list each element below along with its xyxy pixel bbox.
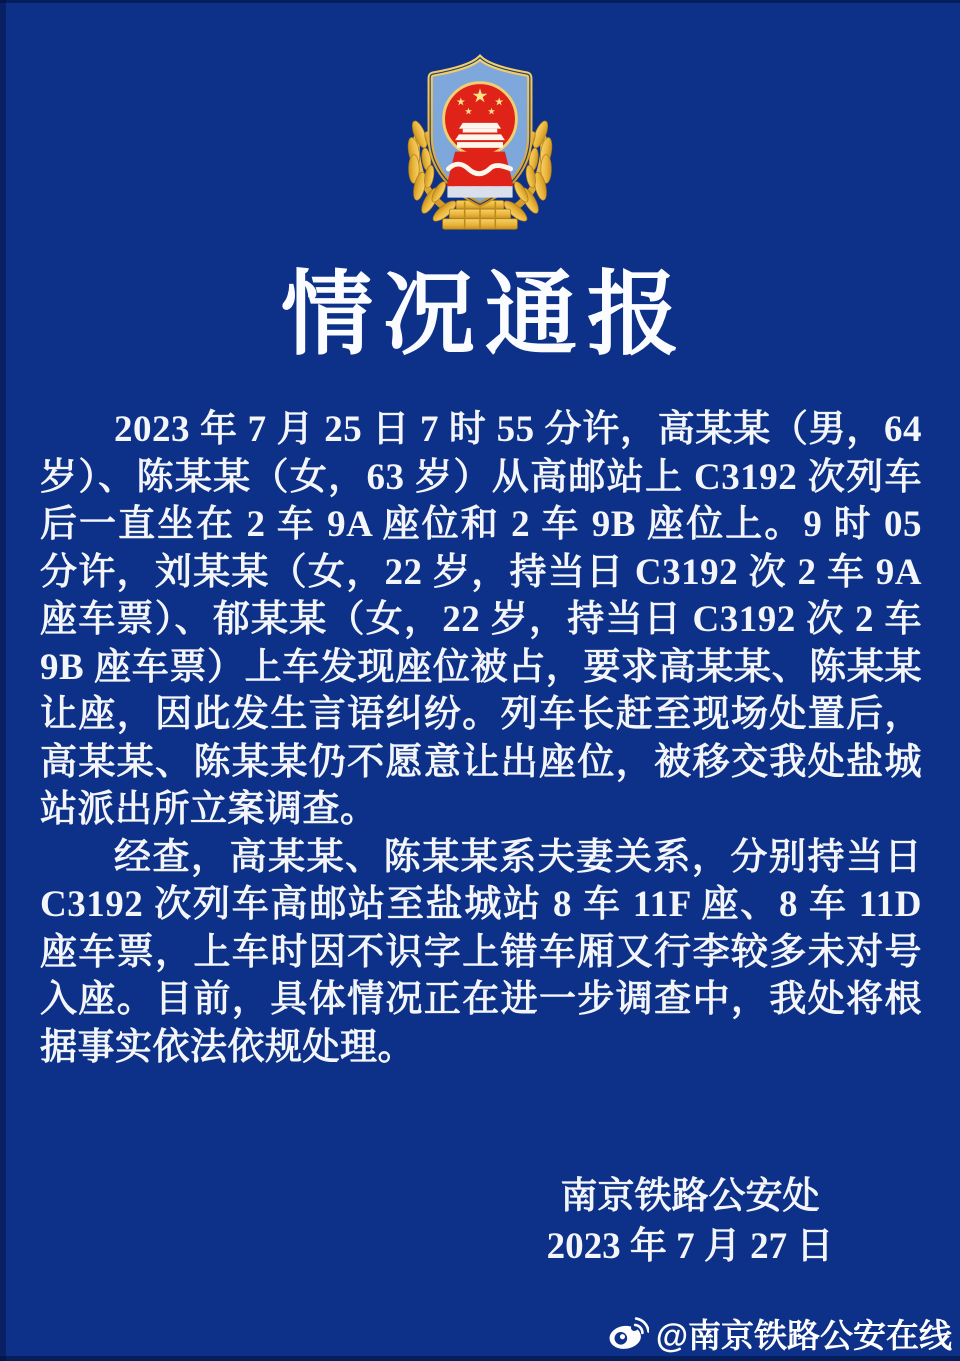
weibo-icon: [607, 1315, 649, 1353]
notice-paragraph-1: 2023 年 7 月 25 日 7 时 55 分许，高某某（男，64 岁）、陈某某（女，63 岁）从高邮站上 C3192 次列车后一直坐在 2 车 9A 座位和 2 车 9B 座位上。9 时 05 分许，刘某某（女，22 岁，持当日 C3192 次 2 车 9A 座车票）、郁某某（女，22 岁，持当日 C3192 次 2 车 9B 座车票）上车发现座位被占，要求高某某、陈某某让座，因此发生言语纠纷。列车长赶至现场处置后，高某某、陈某某仍不愿意让出座位，被移交我处盐城站派出所立案调查。: [40, 409, 922, 830]
weibo-watermark: [607, 1310, 952, 1357]
notice-paragraph-2: 经查，高某某、陈某某系夫妻关系，分别持当日 C3192 次列车高邮站至盐城站 8 车 11F 座、8 车 11D 座车票，上车时因不识字上错车厢又行李较多未对号入座。目前，具体情况正在进一步调查中，我处将根据事实依法依规处理。: [40, 836, 922, 1068]
weibo-handle: @南京铁路公安在线: [655, 1317, 952, 1354]
police-emblem-icon: [389, 52, 571, 236]
notice-body: [40, 406, 922, 1071]
notice-title: 情况通报: [280, 264, 689, 366]
police-emblem: [389, 52, 571, 236]
issue-date: 2023 年 7 月 27 日: [546, 1226, 834, 1267]
signature-block: [530, 1172, 850, 1272]
issuer-name: 南京铁路公安处: [560, 1176, 820, 1217]
